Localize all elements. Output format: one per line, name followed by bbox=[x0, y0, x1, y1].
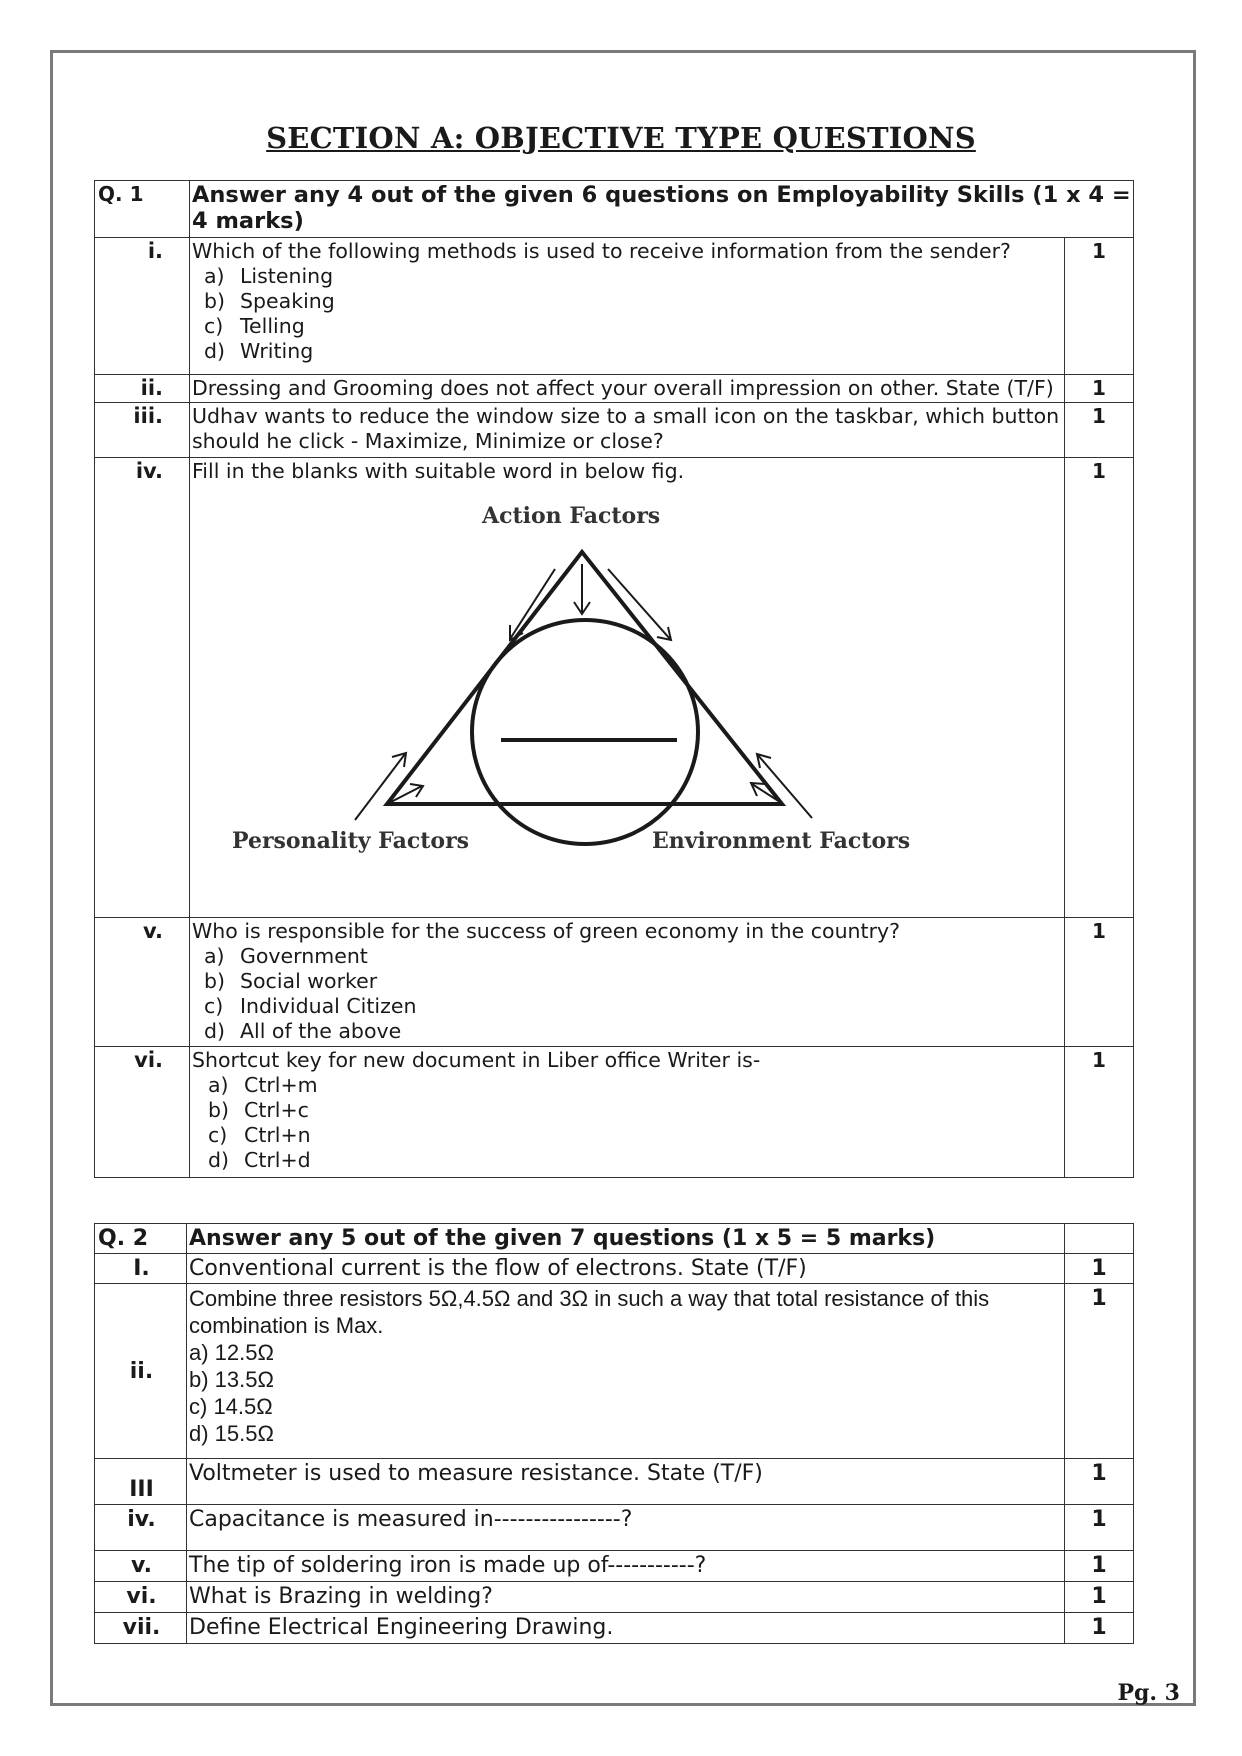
question-cell bbox=[190, 238, 1065, 375]
question-cell bbox=[190, 458, 1065, 918]
question-text: Fill in the blanks with suitable word in below fig. bbox=[192, 459, 685, 483]
question-cell bbox=[190, 1047, 1065, 1178]
marks: 1 bbox=[1065, 403, 1134, 458]
question-text: Voltmeter is used to measure resistance. State (T/F) bbox=[187, 1459, 1065, 1505]
question-cell bbox=[190, 918, 1065, 1047]
page-number: Pg. 3 bbox=[1117, 1680, 1180, 1706]
question-text: Who is responsible for the success of green economy in the country? bbox=[192, 919, 901, 943]
triangle-shape bbox=[387, 552, 782, 804]
question-text: What is Brazing in welding? bbox=[187, 1582, 1065, 1613]
option: b) Speaking bbox=[204, 289, 335, 313]
marks: 1 bbox=[1065, 1254, 1134, 1284]
q2-row-vii bbox=[95, 1613, 1134, 1644]
marks: 1 bbox=[1065, 1284, 1134, 1459]
option: a) Government bbox=[204, 944, 368, 968]
option: a) Ctrl+m bbox=[208, 1073, 318, 1097]
option: a) 12.5Ω bbox=[189, 1340, 274, 1365]
factors-triangle-figure bbox=[192, 484, 1062, 909]
question-number: ii. bbox=[95, 1284, 187, 1459]
q1-heading: Answer any 4 out of the given 6 questions on Employability Skills (1 x 4 = 4 marks) bbox=[190, 181, 1134, 238]
q1-header-row bbox=[95, 181, 1134, 238]
option: d) Writing bbox=[204, 339, 314, 363]
circle-shape bbox=[472, 620, 698, 844]
marks: 1 bbox=[1065, 1613, 1134, 1644]
marks: 1 bbox=[1065, 1459, 1134, 1505]
empty-cell bbox=[1065, 1224, 1134, 1254]
marks: 1 bbox=[1065, 238, 1134, 375]
question-text: Combine three resistors 5Ω,4.5Ω and 3Ω in such a way that total resistance of this combination is Max. bbox=[189, 1286, 990, 1338]
label-environment-factors: Environment Factors bbox=[652, 828, 911, 854]
option: a) Listening bbox=[204, 264, 334, 288]
question-cell bbox=[187, 1284, 1065, 1459]
marks: 1 bbox=[1065, 458, 1134, 918]
question-number: vii. bbox=[95, 1613, 187, 1644]
arrow-top-right bbox=[608, 569, 670, 639]
option: c) Telling bbox=[204, 314, 305, 338]
question-text: The tip of soldering iron is made up of-----------? bbox=[187, 1551, 1065, 1582]
options-list bbox=[192, 264, 1062, 364]
q1-row-ii bbox=[95, 375, 1134, 403]
q1-row-v bbox=[95, 918, 1134, 1047]
question-number: v. bbox=[95, 1551, 187, 1582]
q2-row-v bbox=[95, 1551, 1134, 1582]
q2-row-I bbox=[95, 1254, 1134, 1284]
q2-row-III bbox=[95, 1459, 1134, 1505]
marks: 1 bbox=[1065, 1551, 1134, 1582]
question-number: III bbox=[95, 1459, 187, 1505]
question-text: Shortcut key for new document in Liber office Writer is- bbox=[192, 1048, 761, 1072]
section-title: SECTION A: OBJECTIVE TYPE QUESTIONS bbox=[266, 121, 976, 155]
question-number: vi. bbox=[95, 1047, 190, 1178]
label-action-factors: Action Factors bbox=[482, 503, 661, 529]
option: b) Social worker bbox=[204, 969, 378, 993]
q2-row-ii bbox=[95, 1284, 1134, 1459]
option: c) 14.5Ω bbox=[189, 1394, 273, 1419]
q2-row-vi bbox=[95, 1582, 1134, 1613]
option: d) All of the above bbox=[204, 1019, 402, 1043]
q2-header-row bbox=[95, 1224, 1134, 1254]
question-text: Udhav wants to reduce the window size to a small icon on the taskbar, which button should he click - Maximize, Minimize or close? bbox=[190, 403, 1065, 458]
question-number: iii. bbox=[95, 403, 190, 458]
option: c) Individual Citizen bbox=[204, 994, 417, 1018]
options-list bbox=[192, 944, 1062, 1044]
marks: 1 bbox=[1065, 1582, 1134, 1613]
q1-row-iv bbox=[95, 458, 1134, 918]
marks: 1 bbox=[1065, 1047, 1134, 1178]
marks: 1 bbox=[1065, 1505, 1134, 1551]
question-number: iv. bbox=[95, 1505, 187, 1551]
question-number: i. bbox=[95, 238, 190, 375]
question-text: Which of the following methods is used to receive information from the sender? bbox=[192, 239, 1011, 263]
option: b) Ctrl+c bbox=[208, 1098, 309, 1122]
q2-heading: Answer any 5 out of the given 7 questions (1 x 5 = 5 marks) bbox=[187, 1224, 1065, 1254]
q2-label: Q. 2 bbox=[95, 1224, 187, 1254]
option: c) Ctrl+n bbox=[208, 1123, 311, 1147]
options-list bbox=[192, 1073, 1062, 1173]
option: d) Ctrl+d bbox=[208, 1148, 311, 1172]
question-number: ii. bbox=[95, 375, 190, 403]
question-text: Capacitance is measured in----------------? bbox=[187, 1505, 1065, 1551]
option: b) 13.5Ω bbox=[189, 1367, 274, 1392]
question-number: vi. bbox=[95, 1582, 187, 1613]
question-number: v. bbox=[95, 918, 190, 1047]
marks: 1 bbox=[1065, 918, 1134, 1047]
question-text: Conventional current is the flow of electrons. State (T/F) bbox=[187, 1254, 1065, 1284]
question-text: Define Electrical Engineering Drawing. bbox=[187, 1613, 1065, 1644]
q1-row-i bbox=[95, 238, 1134, 375]
label-personality-factors: Personality Factors bbox=[232, 828, 470, 854]
option: d) 15.5Ω bbox=[189, 1421, 274, 1446]
q1-row-iii bbox=[95, 403, 1134, 458]
question-text: Dressing and Grooming does not affect your overall impression on other. State (T/F) bbox=[190, 375, 1065, 403]
q1-label: Q. 1 bbox=[95, 181, 190, 238]
arrow-left-out bbox=[355, 754, 405, 820]
arrow-top-left bbox=[510, 569, 555, 639]
marks: 1 bbox=[1065, 375, 1134, 403]
q2-row-iv bbox=[95, 1505, 1134, 1551]
q1-table bbox=[94, 180, 1134, 1178]
q1-row-vi bbox=[95, 1047, 1134, 1178]
q2-table bbox=[94, 1223, 1134, 1644]
question-number: iv. bbox=[95, 458, 190, 918]
question-number: I. bbox=[95, 1254, 187, 1284]
